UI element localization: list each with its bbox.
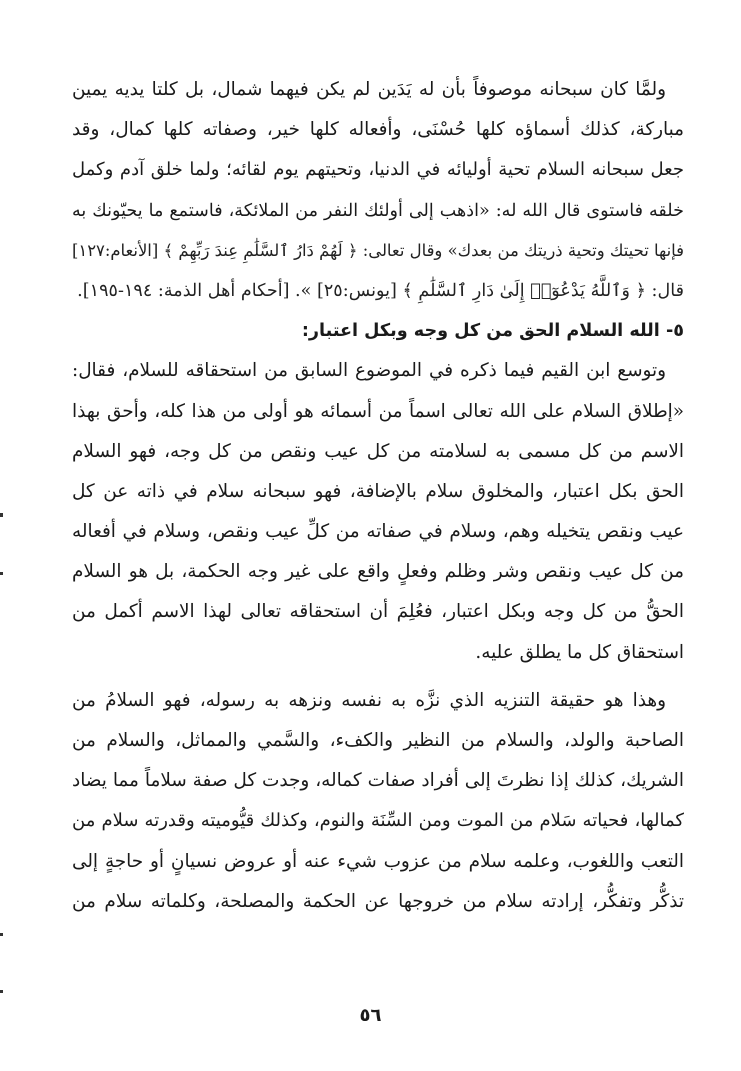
- text-line: وتوسع ابن القيم فيما ذكره في الموضوع السابق من استحقاقه للسلام، فقال:: [72, 360, 666, 382]
- text-line: وهذا هو حقيقة التنزيه الذي نزَّه به نفسه ونزهه به رسوله، فهو السلامُ من: [72, 689, 666, 711]
- text-line: خلقه فاستوى قال الله له: «اذهب إلى أولئك النفر من الملائكة، فاستمع ما يحيّونك به: [72, 200, 684, 221]
- text-line: استحقاق كل ما يطلق عليه.: [475, 641, 684, 663]
- page-number: ٥٦: [359, 1005, 382, 1026]
- scan-edge-mark: [0, 513, 3, 517]
- text-line: من كل عيب ونقص وشر وظلم وفعلٍ واقع على غير وجه الحكمة، بل هو السلام: [72, 561, 684, 583]
- text-line: عيب ونقص يتخيله وهم، وسلام في صفاته من كلِّ عيب ونقص، وسلام في أفعاله: [72, 521, 684, 543]
- paragraph-1: [72, 70, 684, 311]
- scan-edge-mark: [0, 572, 3, 575]
- paragraph-spacer: [72, 673, 684, 681]
- scan-edge-mark: [0, 933, 3, 936]
- text-line: الصاحبة والولد، والسلام من النظير والكفء، والسَّمي والمماثل، والسلام من: [72, 730, 684, 751]
- scan-edge-mark: [0, 990, 3, 993]
- text-line: «إطلاق السلام على الله تعالى اسماً من أسمائه هو أولى من هذا كله، وأحق بهذا: [72, 400, 684, 422]
- paragraph-3: [72, 681, 684, 922]
- paragraph-2: [72, 351, 684, 673]
- section-heading: ٥- الله السلام الحق من كل وجه وبكل اعتبار:: [301, 321, 684, 342]
- text-line-with-verse: فإنها تحيتك وتحية ذريتك من بعدك» وقال تعالى: ﴿ لَهُمْ دَارُ ٱلسَّلَٰمِ عِندَ رَبِّهِمْ ﴾ [الأنعام:١٢٧]: [72, 240, 684, 260]
- text-line: تذكُّر وتفكُّر، إرادته سلام من خروجها عن الحكمة والمصلحة، وكلماته سلام من: [72, 890, 684, 912]
- text-line-with-verse: قال: ﴿ وَٱللَّهُ يَدْعُوٓا۟ إِلَىٰ دَارِ ٱلسَّلَٰمِ ﴾ [يونس:٢٥] ». [أحكام أهل الذمة: ١٩٤-١٩٥].: [77, 280, 684, 301]
- text-line: ولمَّا كان سبحانه موصوفاً بأن له يَدَين لم يكن فيهما شمال، بل كلتا يديه يمين: [72, 79, 666, 100]
- text-line: الاسم من كل مسمى به لسلامته من كل عيب ونقص من كل وجه، فهو السلام: [72, 440, 684, 462]
- text-line: الشريك، كذلك إذا نظرتَ إلى أفراد صفات كماله، وجدت كل صفة سلاماً مما يضاد: [72, 770, 684, 792]
- text-line: مباركة، كذلك أسماؤه كلها حُسْنَى، وأفعاله كلها خير، وصفاته كلها كمال، وقد: [72, 119, 684, 141]
- text-line: كمالها، فحياته سَلام من الموت ومن السِّنَة والنوم، وكذلك قيُّوميته وقدرته سلام من: [72, 810, 684, 832]
- text-line: التعب واللغوب، وعلمه سلام من عزوب شيء عنه أو عروض نسيانٍ أو حاجةٍ إلى: [72, 850, 684, 872]
- page-body: [72, 70, 684, 922]
- text-line: الحق بكل اعتبار، والمخلوق سلام بالإضافة، فهو سبحانه سلام في ذاته عن كل: [72, 480, 684, 502]
- text-line: الحقُّ من كل وجه وبكل اعتبار، فعُلِمَ أن استحقاقه تعالى لهذا الاسم أكمل من: [72, 601, 684, 623]
- text-line: جعل سبحانه السلام تحية أوليائه في الدنيا، وتحيتهم يوم لقائه؛ ولما خلق آدم وكمل: [72, 159, 684, 181]
